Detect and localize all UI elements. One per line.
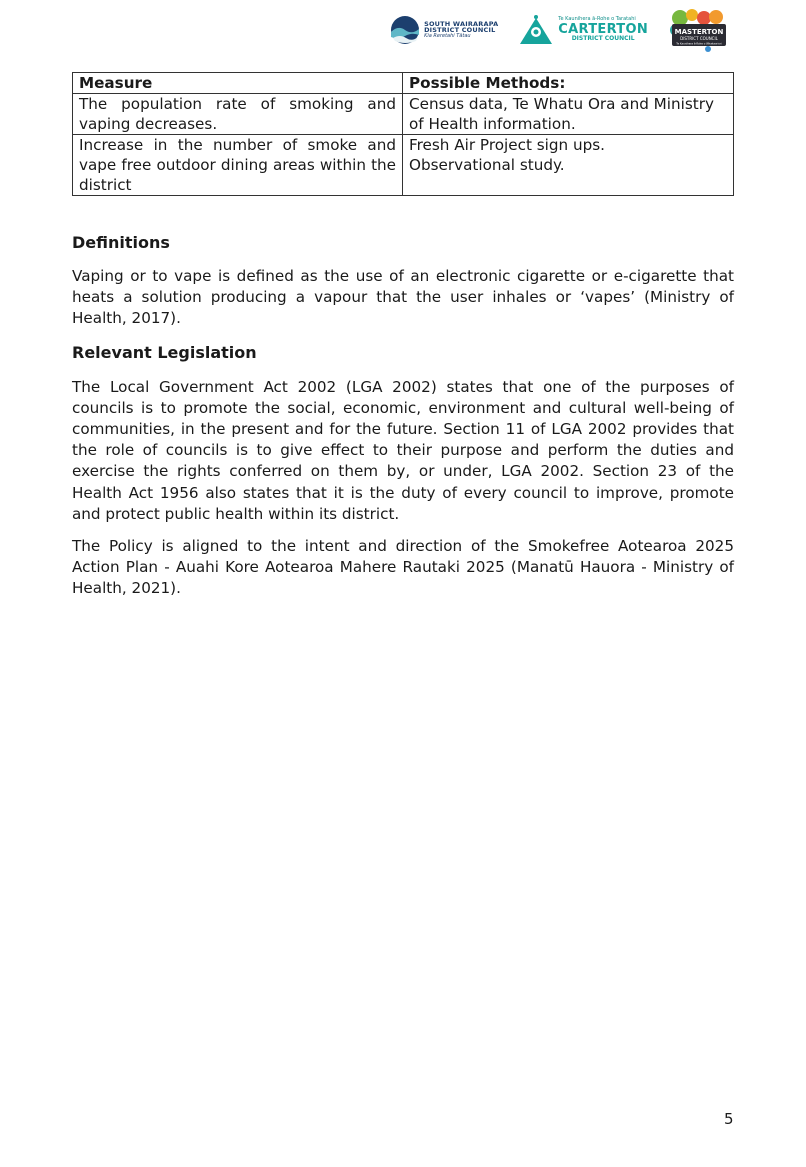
mdc-name-line2: DISTRICT COUNCIL	[680, 36, 718, 41]
mdc-name-line1: MASTERTON	[674, 28, 724, 36]
definitions-heading: Definitions	[72, 233, 170, 252]
swdc-name-line2: DISTRICT COUNCIL	[424, 26, 496, 35]
table-row	[73, 135, 734, 196]
cdc-sub: DISTRICT COUNCIL	[571, 35, 635, 43]
masterton-logo	[668, 8, 730, 52]
south-wairarapa-emblem-icon	[390, 15, 420, 45]
legislation-paragraph-1: The Local Government Act 2002 (LGA 2002) states that one of the purposes of councils is to promote the social, economic, environment and cultural well-being of communities, in the present and for the future. Section 11 of LGA 2002 provides that the role of councils is to give effect to their purpose and perform the duties and exercise the rights conferred on them by, or under, LGA 2002. Section 23 of the Health Act 1956 also states that it is the duty of every council to improve, promote and protect public health within its district.	[72, 377, 734, 523]
swdc-name-line1: SOUTH WAIRARAPA	[424, 19, 499, 28]
methods-cell	[403, 135, 734, 196]
header-logos	[390, 8, 730, 52]
swdc-tagline: Kia Reretahi Tātau	[424, 33, 471, 40]
legislation-paragraph-2: The Policy is aligned to the intent and direction of the Smokefree Aotearoa 2025 Action Plan - Auahi Kore Aotearoa Mahere Rautaki 2025 (Manatū Hauora - Ministry of Health, 2021).	[72, 537, 734, 598]
measure-cell: Increase in the number of smoke and vape free outdoor dining areas within the district	[73, 135, 403, 196]
table-header-row	[73, 73, 734, 94]
mdc-tagline: Te Kaunihera ā-Rohe o Whakaoriori	[676, 42, 722, 46]
method-item: Census data, Te Whatu Ora and Ministry of Health information.	[409, 95, 714, 133]
measure-cell: The population rate of smoking and vaping decreases.	[73, 94, 403, 135]
method-item: Fresh Air Project sign ups.	[409, 136, 605, 154]
page-content	[72, 72, 734, 600]
legislation-heading: Relevant Legislation	[72, 342, 257, 362]
methods-header: Possible Methods:	[403, 73, 734, 94]
masterton-badge-icon	[668, 8, 730, 52]
carterton-flower-icon	[518, 14, 554, 46]
measures-table	[72, 72, 734, 196]
cdc-tagline: Te Kaunihera ā-Rohe o Taratahi	[558, 16, 636, 23]
methods-cell	[403, 94, 734, 135]
page-number: 5	[724, 1110, 734, 1128]
method-item: Observational study.	[409, 156, 565, 174]
table-row	[73, 94, 734, 135]
measure-header: Measure	[73, 73, 403, 94]
carterton-logo	[518, 14, 648, 46]
cdc-name: CARTERTON	[558, 21, 648, 37]
south-wairarapa-logo	[390, 15, 498, 45]
definitions-paragraph: Vaping or to vape is defined as the use of an electronic cigarette or e-cigarette that heats a solution producing a vapour that the user inhales or ‘vapes’ (Ministry of Health, 2017).	[72, 267, 734, 328]
